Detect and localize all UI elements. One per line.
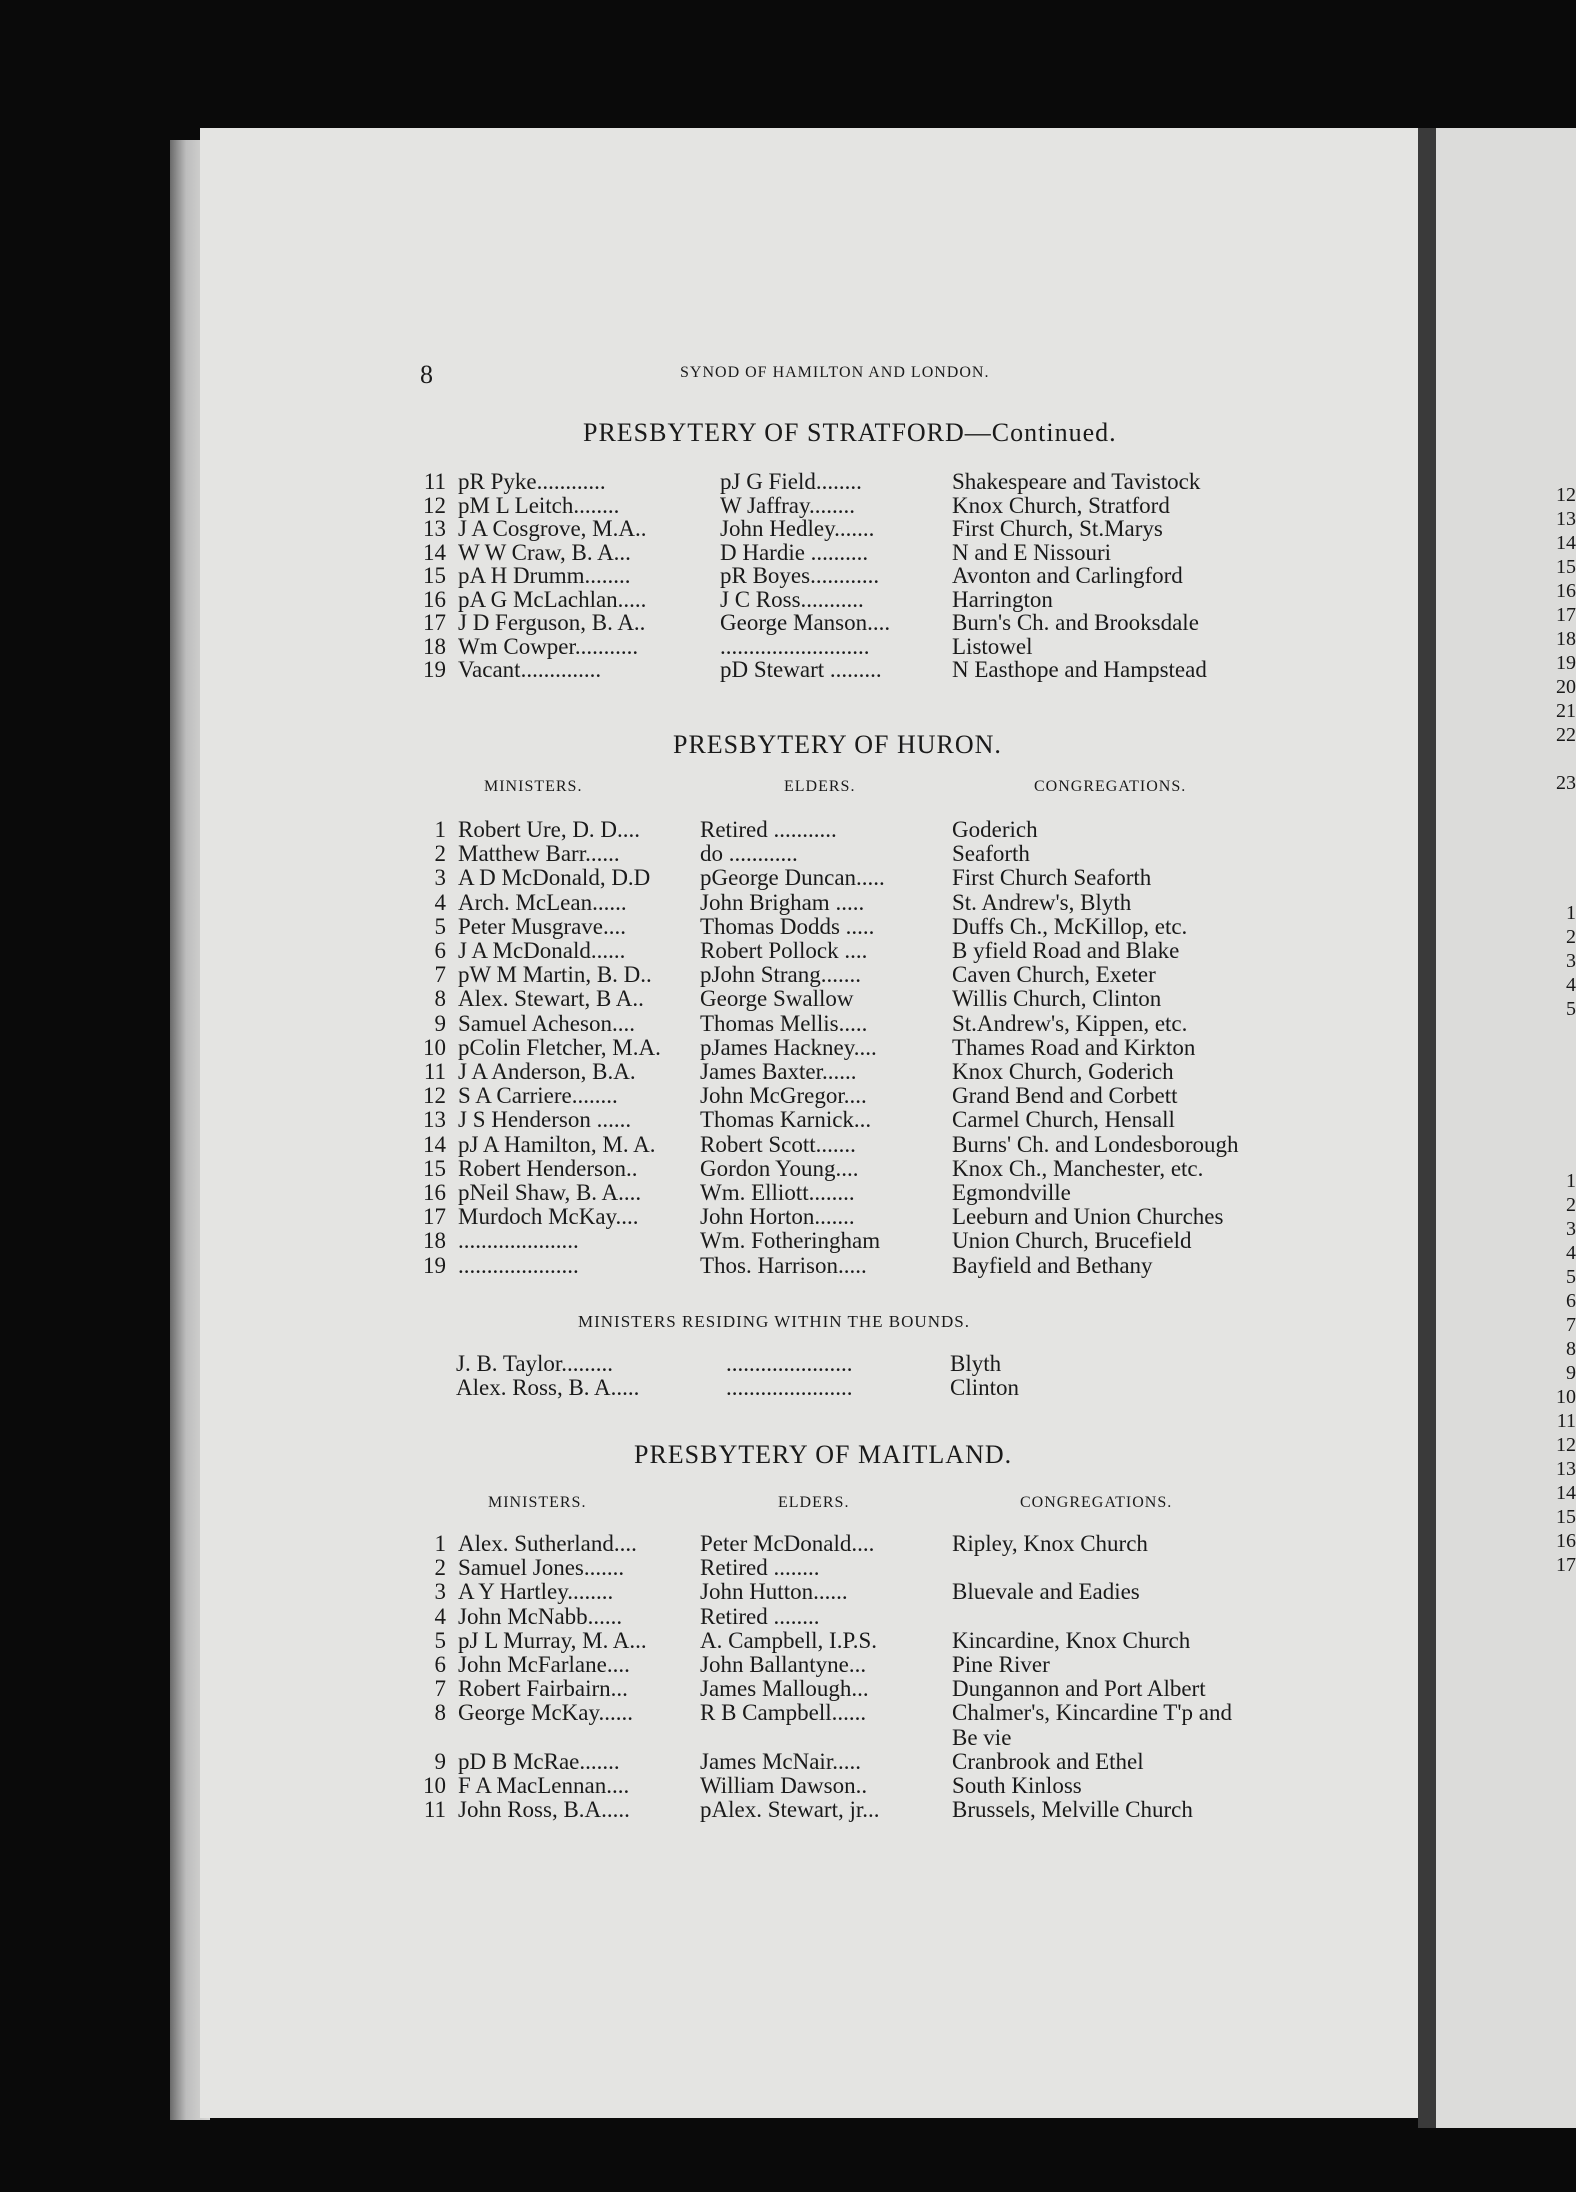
elder-name: George Manson.... [720,610,891,635]
book-gutter [1418,128,1436,2128]
adjacent-row-number: 4 [1566,1242,1576,1264]
elder-name: John Hedley....... [720,516,875,541]
elder-name: Thomas Mellis..... [700,1010,868,1036]
resident-minister: Alex. Ross, B. A..... [456,1375,640,1400]
row-number: 3 [434,1579,446,1605]
resident-minister: J. B. Taylor......... [456,1351,614,1376]
congregation-name: First Church, St.Marys [952,516,1163,541]
resident-place: Blyth [950,1351,1002,1376]
elder-name: pGeorge Duncan..... [700,865,885,891]
minister-name: pNeil Shaw, B. A.... [458,1180,642,1205]
row-number: 4 [434,889,446,915]
row-number: 11 [423,1059,446,1084]
adjacent-row-number: 20 [1556,676,1576,698]
congregation-name: Knox Church, Stratford [952,492,1170,518]
congregation-name: Willis Church, Clinton [952,986,1162,1012]
elder-name: James Baxter...... [700,1059,857,1084]
congregation-name: Chalmer's, Kincardine T'p and [952,1700,1232,1726]
minister-name: Samuel Jones....... [458,1555,625,1581]
row-number: 10 [423,1773,446,1798]
elder-name: Thomas Karnick... [700,1107,872,1133]
elder-name: Thomas Dodds ..... [700,913,875,939]
congregation-name: Listowel [952,633,1033,659]
row-number: 6 [434,938,446,963]
adjacent-row-number: 11 [1556,1410,1576,1432]
congregation-name: Knox Ch., Manchester, etc. [952,1155,1204,1181]
row-number: 12 [423,492,446,518]
elder-name: pR Boyes............ [720,563,880,588]
huron-col-elders: ELDERS. [784,778,856,795]
adjacent-row-number: 15 [1556,556,1576,578]
adjacent-row-number: 16 [1556,1530,1576,1552]
adjacent-row-number: 3 [1566,1218,1576,1240]
congregation-name: Duffs Ch., McKillop, etc. [952,913,1188,939]
elder-name: Retired ........ [700,1555,820,1581]
row-number: 9 [434,1748,446,1774]
maitland-col-congregations: CONGREGATIONS. [1020,1494,1173,1511]
congregation-name: Harrington [952,586,1053,612]
minister-name: Peter Musgrave.... [458,913,626,939]
elder-name: John McGregor.... [700,1083,867,1109]
congregation-name: Pine River [952,1652,1050,1677]
adjacent-row-number: 14 [1556,532,1576,554]
congregation-name: Dungannon and Port Albert [952,1676,1206,1702]
elder-name: Peter McDonald.... [700,1531,875,1556]
huron-col-ministers: MINISTERS. [484,778,583,795]
adjacent-row-number: 5 [1566,998,1576,1020]
minister-name: pW M Martin, B. D.. [458,962,652,988]
elder-name: Thos. Harrison..... [700,1252,867,1278]
row-number: 13 [423,516,446,541]
minister-name: Alex. Stewart, B A.. [458,986,644,1012]
minister-name: Robert Ure, D. D.... [458,817,641,842]
congregation-name: Ripley, Knox Church [952,1531,1148,1556]
minister-name: John McFarlane.... [458,1652,630,1677]
adjacent-row-number: 2 [1566,926,1576,948]
congregation-name: Burns' Ch. and Londesborough [952,1131,1239,1157]
row-number: 11 [423,1797,446,1823]
congregation-name: South Kinloss [952,1773,1082,1798]
row-number: 2 [434,1555,446,1581]
minister-name: W W Craw, B. A... [458,539,631,565]
adjacent-row-number: 2 [1566,1194,1576,1216]
row-number: 19 [423,1252,446,1278]
elder-name: James Mallough... [700,1676,869,1702]
row-number: 5 [434,913,446,939]
minister-name: Alex. Sutherland.... [458,1531,637,1556]
minister-name: pR Pyke............ [458,469,606,494]
row-number: 16 [423,586,446,612]
minister-name: ..................... [458,1228,579,1254]
resident-place: Clinton [950,1375,1020,1400]
minister-name: ..................... [458,1252,579,1278]
congregation-name: St. Andrew's, Blyth [952,889,1132,915]
adjacent-row-number: 17 [1556,604,1576,626]
minister-name: Murdoch McKay.... [458,1204,639,1230]
adjacent-row-number: 1 [1566,1170,1576,1192]
row-number: 17 [423,610,446,635]
row-number: 9 [434,1010,446,1036]
row-number: 12 [423,1083,446,1109]
elder-name: R B Campbell...... [700,1700,867,1726]
congregation-name: Bayfield and Bethany [952,1252,1153,1278]
elder-name: Gordon Young.... [700,1155,859,1181]
adjacent-row-number: 16 [1556,580,1576,602]
adjacent-row-number: 22 [1556,724,1576,746]
row-number: 8 [434,986,446,1012]
elder-name: James McNair..... [700,1748,861,1774]
congregation-name: St.Andrew's, Kippen, etc. [952,1010,1188,1036]
stratford-title: PRESBYTERY OF STRATFORD—Continued. [583,418,1117,447]
congregation-name: Leeburn and Union Churches [952,1204,1224,1230]
row-number: 10 [423,1034,446,1060]
elder-name: pJ G Field........ [720,469,862,494]
adjacent-row-number: 13 [1556,1458,1576,1480]
row-number: 13 [423,1107,446,1133]
minister-name: George McKay...... [458,1700,634,1726]
adjacent-row-number: 12 [1556,484,1576,506]
minister-name: J A Cosgrove, M.A.. [458,516,647,541]
congregation-name: Caven Church, Exeter [952,962,1156,988]
adjacent-row-number: 21 [1556,700,1576,722]
maitland-col-ministers: MINISTERS. [488,1494,587,1511]
congregation-name: Kincardine, Knox Church [952,1627,1191,1653]
elder-name: W Jaffray........ [720,492,855,518]
elder-name: Retired ........... [700,817,837,842]
congregation-name: Goderich [952,817,1038,842]
adjacent-row-number: 4 [1566,974,1576,996]
row-number: 1 [434,1531,446,1556]
minister-name: pA H Drumm........ [458,563,631,588]
adjacent-row-number: 12 [1556,1434,1576,1456]
minister-name: Robert Henderson.. [458,1155,638,1181]
elder-name: .......................... [720,633,870,659]
congregation-name: Cranbrook and Ethel [952,1748,1144,1774]
minister-name: pJ A Hamilton, M. A. [458,1131,656,1157]
adjacent-row-number: 5 [1566,1266,1576,1288]
row-number: 7 [434,962,446,988]
minister-name: J A Anderson, B.A. [458,1059,636,1084]
elder-name: pAlex. Stewart, jr... [700,1797,880,1823]
minister-name: J D Ferguson, B. A.. [458,610,646,635]
minister-name: pM L Leitch........ [458,492,620,518]
adjacent-row-number: 18 [1556,628,1576,650]
adjacent-row-number: 9 [1566,1362,1576,1384]
elder-name: John Brigham ..... [700,889,865,915]
elder-name: A. Campbell, I.P.S. [700,1627,877,1653]
elder-name: pD Stewart ......... [720,657,882,682]
minister-name: pJ L Murray, M. A... [458,1627,647,1653]
row-number: 18 [423,633,446,659]
adjacent-row-number: 8 [1566,1338,1576,1360]
elder-name: Wm. Fotheringham [700,1228,881,1254]
congregation-name: Bluevale and Eadies [952,1579,1140,1605]
minister-name: John Ross, B.A..... [458,1797,630,1823]
congregation-name: Thames Road and Kirkton [952,1034,1196,1060]
congregation-name: Be vie [952,1724,1012,1750]
row-number: 14 [423,1131,446,1157]
congregation-name: N and E Nissouri [952,539,1112,565]
page-number: 8 [420,360,434,389]
congregation-name: Shakespeare and Tavistock [952,469,1201,494]
huron-title: PRESBYTERY OF HURON. [673,730,1002,759]
row-number: 3 [434,865,446,891]
elder-name: George Swallow [700,986,854,1012]
huron-col-congregations: CONGREGATIONS. [1034,778,1187,795]
elder-name: John Hutton...... [700,1579,848,1605]
row-number: 16 [423,1180,446,1205]
elder-name: pJames Hackney.... [700,1034,877,1060]
row-number: 18 [423,1228,446,1254]
residing-title: MINISTERS RESIDING WITHIN THE BOUNDS. [578,1312,970,1331]
row-number: 6 [434,1652,446,1677]
minister-name: Matthew Barr...... [458,841,620,867]
row-number: 17 [423,1204,446,1230]
congregation-name: Burn's Ch. and Brooksdale [952,610,1199,635]
minister-name: pColin Fletcher, M.A. [458,1034,661,1060]
minister-name: S A Carriere........ [458,1083,618,1109]
elder-name: pJohn Strang....... [700,962,861,988]
maitland-col-elders: ELDERS. [778,1494,850,1511]
congregation-name: Seaforth [952,841,1030,867]
minister-name: J S Henderson ...... [458,1107,632,1133]
elder-name: John Horton....... [700,1204,855,1230]
minister-name: Vacant.............. [458,657,602,682]
minister-name: pD B McRae....... [458,1748,620,1774]
row-number: 4 [434,1603,446,1629]
running-head: SYNOD OF HAMILTON AND LONDON. [680,364,990,381]
congregation-name: Egmondville [952,1180,1071,1205]
minister-name: pA G McLachlan..... [458,586,647,612]
minister-name: F A MacLennan.... [458,1773,630,1798]
congregation-name: B yfield Road and Blake [952,938,1180,963]
row-number: 14 [423,539,446,565]
elder-name: Robert Scott....... [700,1131,856,1157]
elder-name: Wm. Elliott........ [700,1180,855,1205]
maitland-title: PRESBYTERY OF MAITLAND. [634,1440,1013,1469]
minister-name: J A McDonald...... [458,938,626,963]
row-number: 15 [423,563,446,588]
minister-name: John McNabb...... [458,1603,623,1629]
adjacent-row-number: 15 [1556,1506,1576,1528]
elder-name: do ............ [700,841,798,867]
congregation-name: Brussels, Melville Church [952,1797,1193,1823]
adjacent-row-number: 19 [1556,652,1576,674]
adjacent-row-number: 10 [1556,1386,1576,1408]
adjacent-page [1436,128,1576,2128]
adjacent-row-number: 17 [1556,1554,1576,1576]
row-number: 7 [434,1676,446,1702]
adjacent-row-number: 1 [1566,902,1576,924]
adjacent-row-number: 13 [1556,508,1576,530]
congregation-name: N Easthope and Hampstead [952,657,1207,682]
elder-name: J C Ross........... [720,586,864,612]
row-number: 8 [434,1700,446,1726]
congregation-name: First Church Seaforth [952,865,1152,891]
elder-name: Robert Pollock .... [700,938,868,963]
row-number: 15 [423,1155,446,1181]
elder-name: D Hardie .......... [720,539,869,565]
row-number: 11 [423,469,446,494]
congregation-name: Avonton and Carlingford [952,563,1183,588]
adjacent-row-number: 7 [1566,1314,1576,1336]
adjacent-row-number: 14 [1556,1482,1576,1504]
adjacent-row-number: 3 [1566,950,1576,972]
minister-name: A Y Hartley........ [458,1579,614,1605]
congregation-name: Union Church, Brucefield [952,1228,1192,1254]
minister-name: Robert Fairbairn... [458,1676,628,1702]
row-number: 2 [434,841,446,867]
elder-name: John Ballantyne... [700,1652,867,1677]
minister-name: A D McDonald, D.D [458,865,651,891]
leader-dots: ...................... [726,1351,853,1376]
congregation-name: Knox Church, Goderich [952,1059,1174,1084]
congregation-name: Carmel Church, Hensall [952,1107,1175,1133]
row-number: 1 [434,817,446,842]
minister-name: Samuel Acheson.... [458,1010,635,1036]
leader-dots: ...................... [726,1375,853,1400]
adjacent-row-number: 6 [1566,1290,1576,1312]
minister-name: Wm Cowper........... [458,633,639,659]
elder-name: Retired ........ [700,1603,820,1629]
row-number: 5 [434,1627,446,1653]
row-number: 19 [423,657,446,682]
minister-name: Arch. McLean...... [458,889,627,915]
elder-name: William Dawson.. [700,1773,868,1798]
adjacent-row-number: 23 [1556,772,1576,794]
congregation-name: Grand Bend and Corbett [952,1083,1178,1109]
